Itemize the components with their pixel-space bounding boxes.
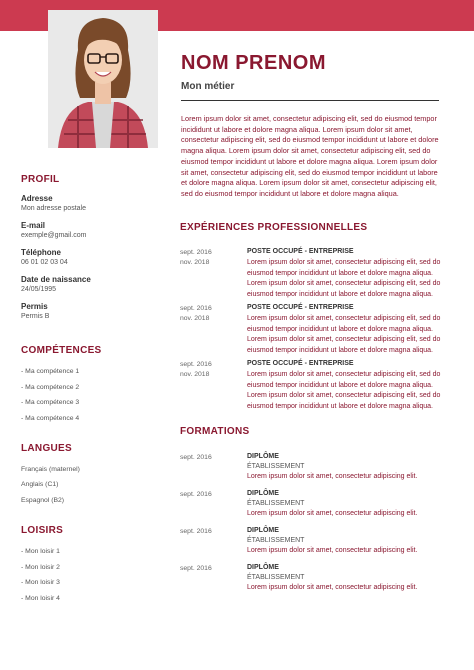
- portrait-image: [48, 10, 158, 148]
- experience-date-start: sept. 2016: [180, 249, 212, 256]
- formation-etablissement: ÉTABLISSEMENT: [247, 574, 305, 581]
- formation-date: sept. 2016: [180, 565, 212, 572]
- langue-item: Anglais (C1): [21, 481, 59, 488]
- experience-date-end: nov. 2018: [180, 315, 210, 322]
- loisir-item: - Mon loisir 4: [21, 595, 60, 602]
- profile-photo: [48, 10, 158, 148]
- naissance-value: 24/05/1995: [21, 286, 57, 293]
- telephone-value: 06 01 02 03 04: [21, 259, 68, 266]
- intro-paragraph: Lorem ipsum dolor sit amet, consectetur adipiscing elit, sed do eiusmod tempor incididunt ut labore et dolore magna aliqua. Lorem ipsum dolor sit amet, consectetur adipiscing elit, sed do eiusmod tempor incididunt ut labore et dolore magna aliqua. Lorem ipsum dolor sit amet, consectetur adipiscing elit, sed do eiusmod tempor incididunt ut labore et dolore magna aliqua. Lorem ipsum dolor sit amet, consectetur adipiscing elit, sed do eiusmod tempor incididunt ut labore et dolore magna aliqua. Lorem ipsum dolor sit amet, consectetur adipiscing elit, sed do eiusmod tempor incididunt ut labore et dolore magna aliqua.: [181, 114, 439, 198]
- adresse-label: Adresse: [21, 194, 53, 203]
- loisir-item: - Mon loisir 1: [21, 548, 60, 555]
- competence-item: - Ma compétence 3: [21, 399, 80, 406]
- competence-item: - Ma compétence 1: [21, 368, 80, 375]
- candidate-name: NOM PRENOM: [181, 52, 326, 74]
- job-title: Mon métier: [181, 81, 235, 92]
- loisir-item: - Mon loisir 3: [21, 579, 60, 586]
- formation-description: Lorem ipsum dolor sit amet, consectetur adipiscing elit.: [247, 547, 418, 554]
- formations-heading: FORMATIONS: [180, 426, 250, 437]
- formation-title: DIPLÔME: [247, 564, 279, 571]
- loisirs-heading: LOISIRS: [21, 525, 64, 536]
- formation-etablissement: ÉTABLISSEMENT: [247, 500, 305, 507]
- header-divider: [181, 100, 439, 101]
- experience-description: Lorem ipsum dolor sit amet, consectetur adipiscing elit, sed do eiusmod tempor incididunt ut labore et dolore magna aliqua. Lorem ipsum dolor sit amet, consectetur adipiscing elit, sed do eiusmod tempor incididunt ut labore et dolore magna aliqua.: [247, 315, 441, 354]
- formation-date: sept. 2016: [180, 491, 212, 498]
- competences-heading: COMPÉTENCES: [21, 345, 102, 356]
- profil-heading: PROFIL: [21, 174, 60, 185]
- experience-description: Lorem ipsum dolor sit amet, consectetur adipiscing elit, sed do eiusmod tempor incididunt ut labore et dolore magna aliqua. Lorem ipsum dolor sit amet, consectetur adipiscing elit, sed do eiusmod tempor incididunt ut labore et dolore magna aliqua.: [247, 259, 441, 298]
- experiences-heading: EXPÉRIENCES PROFESSIONNELLES: [180, 222, 368, 233]
- competence-item: - Ma compétence 2: [21, 384, 80, 391]
- telephone-label: Téléphone: [21, 248, 62, 257]
- formation-description: Lorem ipsum dolor sit amet, consectetur adipiscing elit.: [247, 510, 418, 517]
- formation-date: sept. 2016: [180, 528, 212, 535]
- experience-description: Lorem ipsum dolor sit amet, consectetur adipiscing elit, sed do eiusmod tempor incididunt ut labore et dolore magna aliqua. Lorem ipsum dolor sit amet, consectetur adipiscing elit, sed do eiusmod tempor incididunt ut labore et dolore magna aliqua.: [247, 371, 441, 410]
- langues-heading: LANGUES: [21, 443, 72, 454]
- experience-title: POSTE OCCUPÉ - ENTREPRISE: [247, 360, 354, 367]
- experience-date-start: sept. 2016: [180, 361, 212, 368]
- experience-date-start: sept. 2016: [180, 305, 212, 312]
- experience-title: POSTE OCCUPÉ - ENTREPRISE: [247, 248, 354, 255]
- experience-date-end: nov. 2018: [180, 259, 210, 266]
- formation-title: DIPLÔME: [247, 490, 279, 497]
- formation-date: sept. 2016: [180, 454, 212, 461]
- permis-value: Permis B: [21, 313, 50, 320]
- langue-item: Espagnol (B2): [21, 497, 65, 504]
- adresse-value: Mon adresse postale: [21, 205, 86, 212]
- loisir-item: - Mon loisir 2: [21, 564, 60, 571]
- formation-etablissement: ÉTABLISSEMENT: [247, 463, 305, 470]
- competence-item: - Ma compétence 4: [21, 415, 80, 422]
- experience-title: POSTE OCCUPÉ - ENTREPRISE: [247, 304, 354, 311]
- formation-description: Lorem ipsum dolor sit amet, consectetur adipiscing elit.: [247, 473, 418, 480]
- langue-item: Français (maternel): [21, 466, 80, 473]
- email-label: E-mail: [21, 221, 46, 230]
- email-value: exemple@gmail.com: [21, 232, 87, 239]
- formation-etablissement: ÉTABLISSEMENT: [247, 537, 305, 544]
- formation-title: DIPLÔME: [247, 527, 279, 534]
- experience-date-end: nov. 2018: [180, 371, 210, 378]
- formation-description: Lorem ipsum dolor sit amet, consectetur adipiscing elit.: [247, 584, 418, 591]
- permis-label: Permis: [21, 302, 48, 311]
- formation-title: DIPLÔME: [247, 453, 279, 460]
- naissance-label: Date de naissance: [21, 275, 91, 284]
